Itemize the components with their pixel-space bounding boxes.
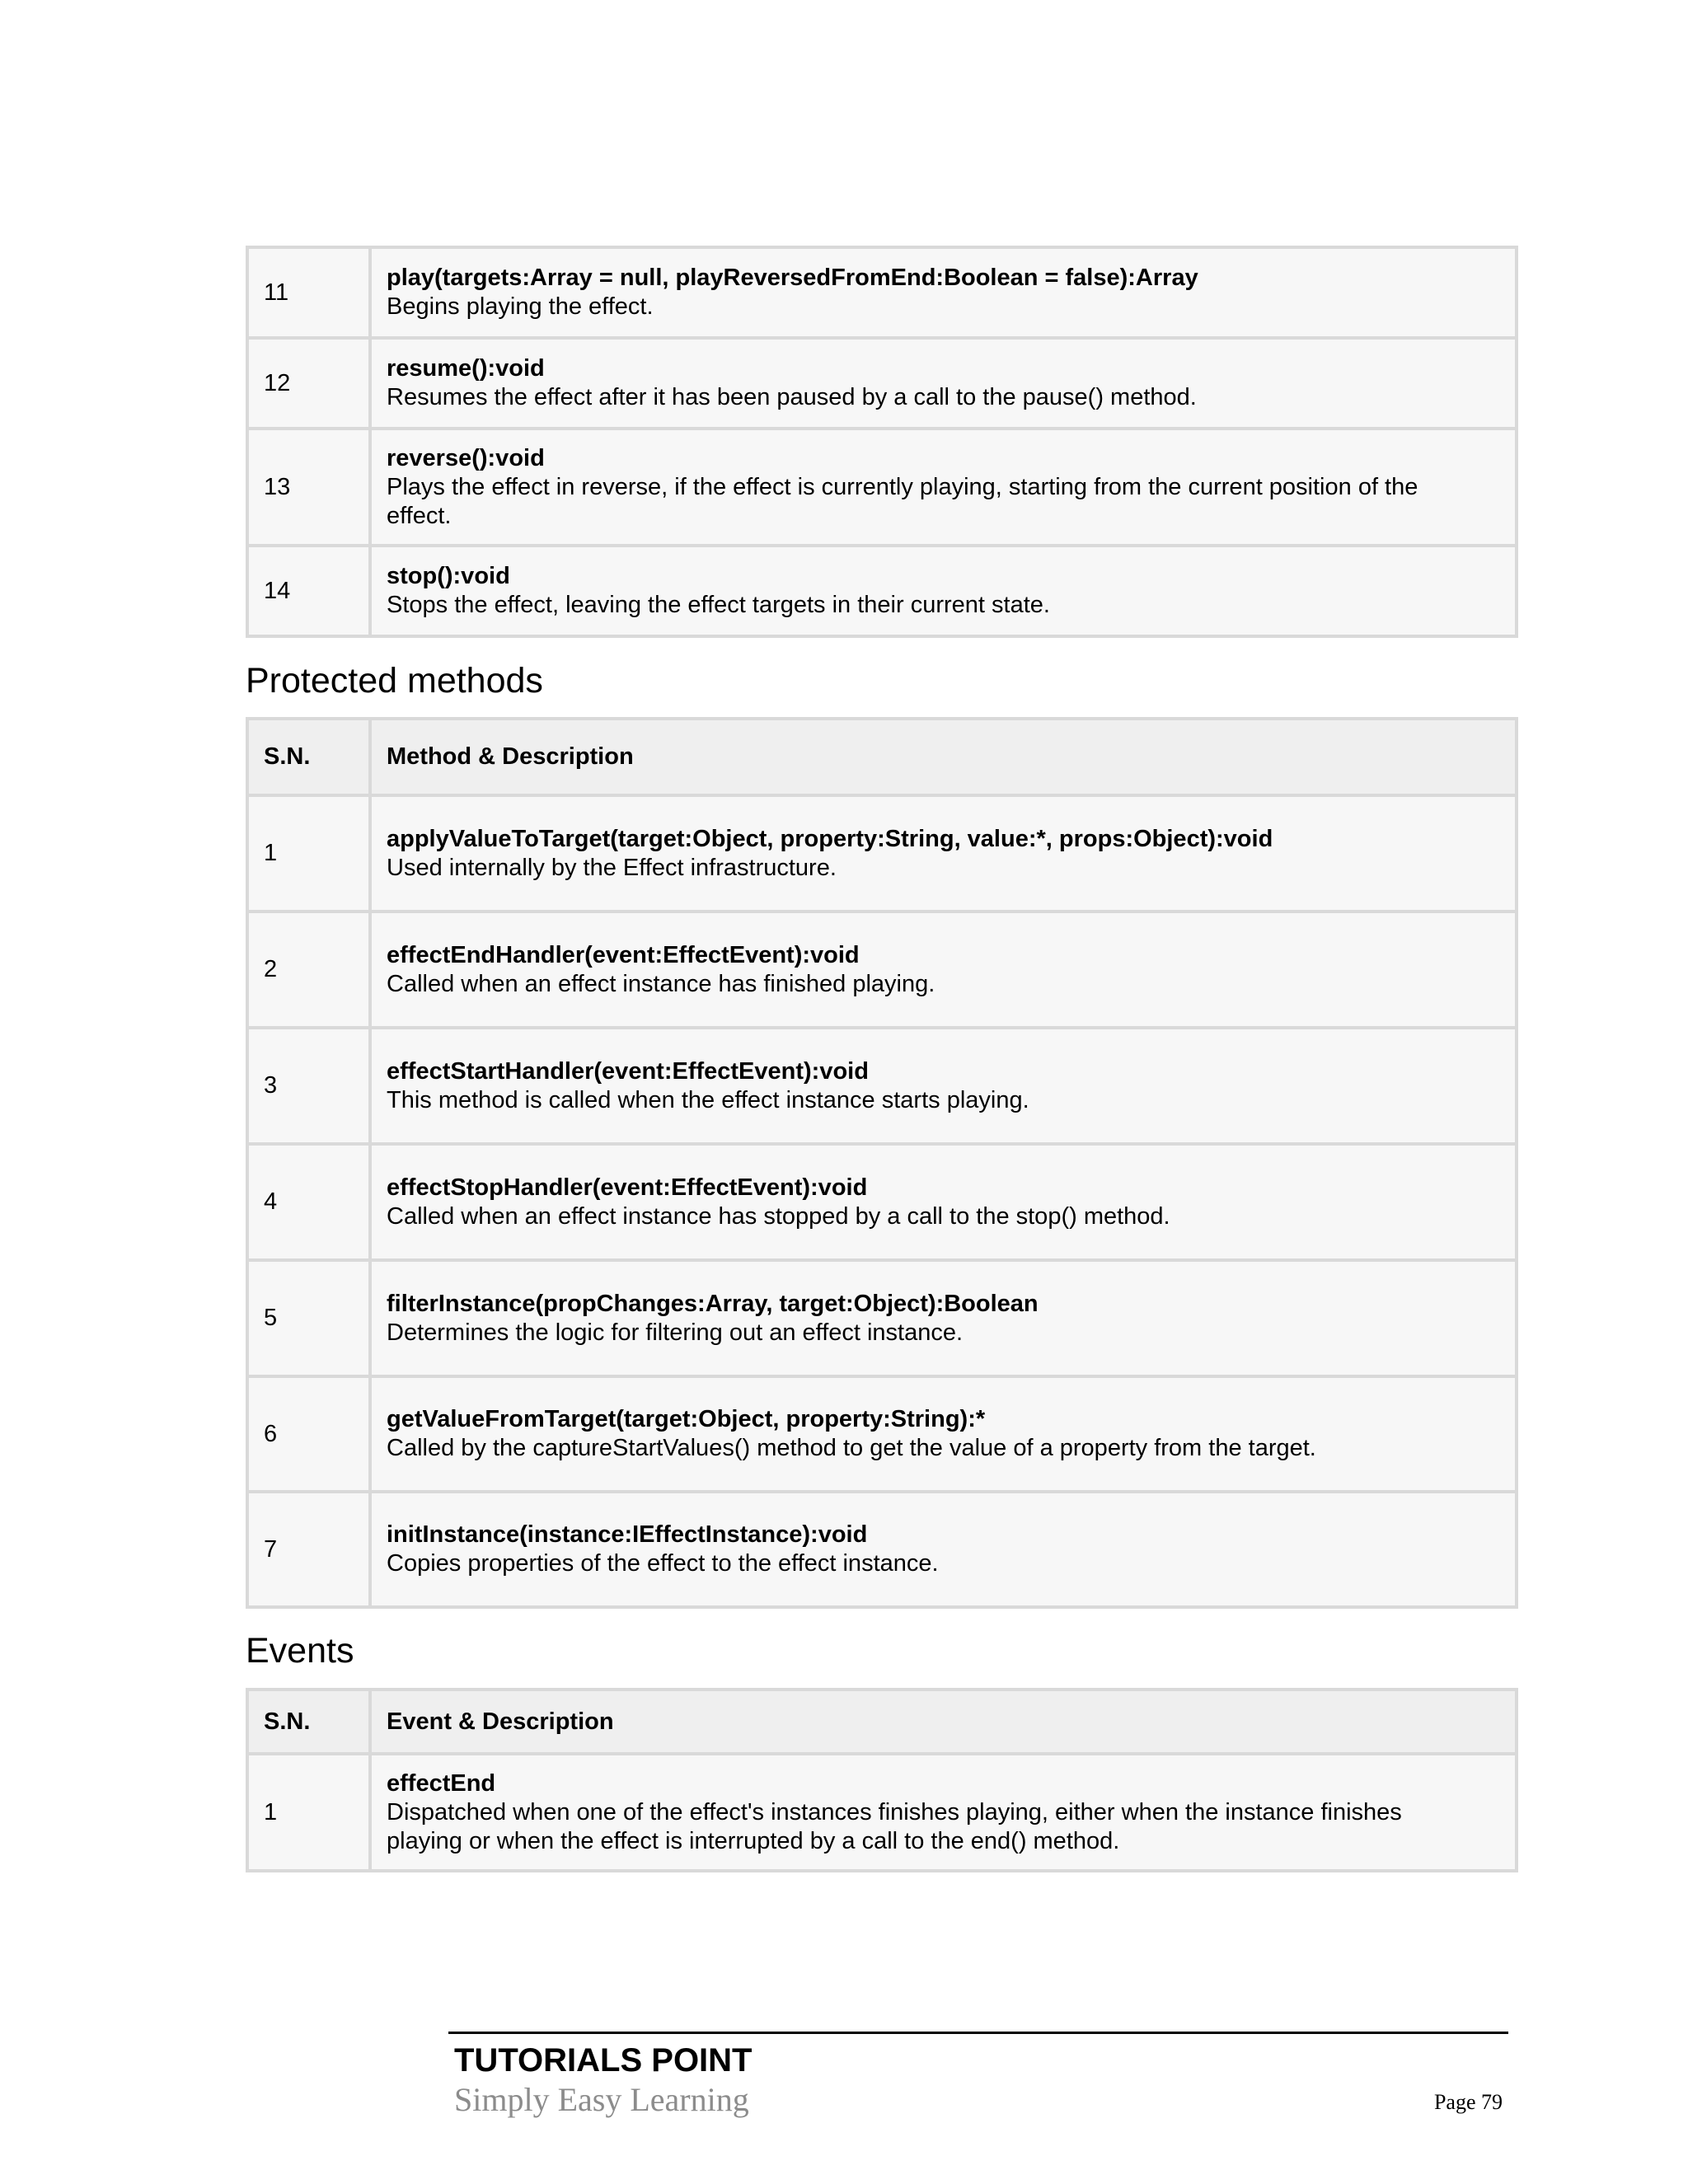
table-header-row [247,719,1517,795]
method-signature: applyValueToTarget(target:Object, property:String, value:*, props:Object):void [387,825,1273,852]
footer-tagline: Simply Easy Learning [454,2081,749,2118]
row-content [370,546,1517,636]
method-description: Used internally by the Effect infrastructure. [387,854,837,881]
method-signature: getValueFromTarget(target:Object, property:String):* [387,1406,986,1432]
column-header-sn: S.N. [247,1690,370,1754]
table-row [247,1028,1517,1144]
event-description: Dispatched when one of the effect's instances finishes playing, either when the instance finishes playing or when the effect is interrupted by a call to the end() method. [387,1798,1402,1854]
row-number: 1 [247,795,370,912]
row-content [370,1376,1517,1492]
row-number: 2 [247,912,370,1028]
row-content [370,1144,1517,1260]
row-content [370,1492,1517,1607]
method-signature: play(targets:Array = null, playReversedFromEnd:Boolean = false):Array [387,265,1198,291]
row-content [370,912,1517,1028]
method-signature: effectEndHandler(event:EffectEvent):void [387,941,860,968]
row-number: 4 [247,1144,370,1260]
row-number: 1 [247,1754,370,1871]
row-number: 12 [247,338,370,429]
method-description: Copies properties of the effect to the effect instance. [387,1550,939,1577]
table-header-row [247,1690,1517,1754]
event-name: effectEnd [387,1769,496,1797]
method-signature: effectStartHandler(event:EffectEvent):void [387,1057,869,1085]
method-description: Stops the effect, leaving the effect targets in their current state. [387,592,1050,618]
table-row [247,1754,1517,1871]
row-content [370,1260,1517,1376]
table-row [247,429,1517,546]
column-header-description: Method & Description [370,719,1517,795]
method-description: Plays the effect in reverse, if the effect is currently playing, starting from the current position of the effect. [387,473,1418,529]
table-row [247,1376,1517,1492]
method-description: Called by the captureStartValues() method to get the value of a property from the target. [387,1435,1316,1461]
page-number: Page 79 [1433,2090,1503,2114]
public-methods-table [246,246,1518,638]
method-signature: resume():void [387,355,545,382]
row-number: 7 [247,1492,370,1607]
table-row [247,338,1517,429]
row-number: 14 [247,546,370,636]
method-signature: reverse():void [387,444,545,471]
events-heading: Events [246,1631,354,1671]
method-description: Called when an effect instance has stopped by a call to the stop() method. [387,1202,1170,1230]
row-number: 13 [247,429,370,546]
events-table [246,1688,1518,1872]
table-row [247,1492,1517,1607]
row-number: 5 [247,1260,370,1376]
method-signature: filterInstance(propChanges:Array, target:Object):Boolean [387,1290,1039,1317]
protected-methods-heading: Protected methods [246,661,543,701]
footer-rule [448,2032,1508,2034]
method-signature: initInstance(instance:IEffectInstance):void [387,1521,868,1548]
row-content [370,247,1517,338]
table-row [247,912,1517,1028]
footer-brand: TUTORIALS POINT [454,2042,753,2079]
row-content [370,429,1517,546]
table-row [247,795,1517,912]
method-signature: stop():void [387,563,510,589]
method-description: Resumes the effect after it has been paused by a call to the pause() method. [387,384,1197,410]
method-description: Called when an effect instance has finished playing. [387,970,935,997]
table-row [247,1144,1517,1260]
table-row [247,1260,1517,1376]
method-signature: effectStopHandler(event:EffectEvent):void [387,1174,868,1201]
column-header-sn: S.N. [247,719,370,795]
row-number: 3 [247,1028,370,1144]
row-number: 6 [247,1376,370,1492]
row-content [370,1754,1517,1871]
method-description: This method is called when the effect instance starts playing. [387,1086,1029,1113]
row-content [370,795,1517,912]
table-row [247,546,1517,636]
protected-methods-table [246,717,1518,1609]
method-description: Begins playing the effect. [387,293,654,320]
table-row [247,247,1517,338]
row-content [370,1028,1517,1144]
column-header-description: Event & Description [370,1690,1517,1754]
row-number: 11 [247,247,370,338]
method-description: Determines the logic for filtering out an effect instance. [387,1319,964,1346]
row-content [370,338,1517,429]
